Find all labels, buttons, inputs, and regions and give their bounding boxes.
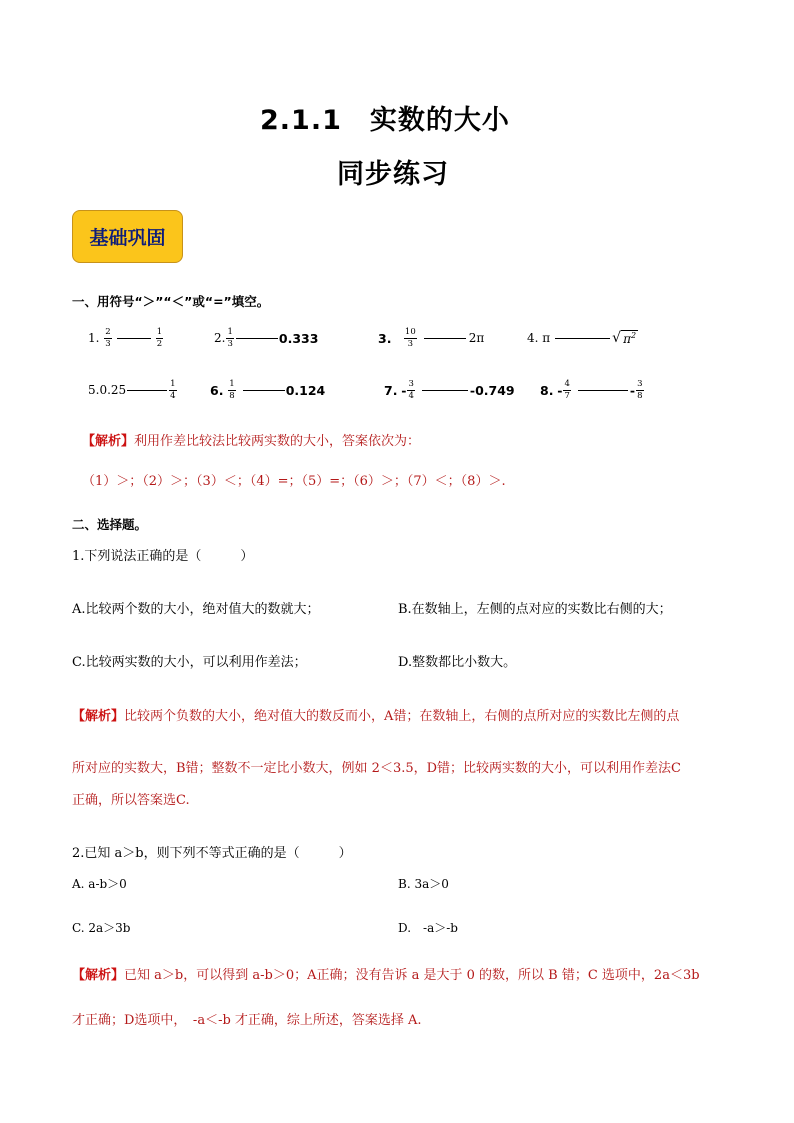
page-subtitle: 同步练习 (337, 159, 449, 190)
question-1-stem: 1.下列说法正确的是（ ） (72, 549, 254, 564)
analysis-text: 比较两个负数的大小，绝对值大的数反而小，A错；在数轴上，右侧的点所对应的实数比左侧的点 (124, 709, 680, 724)
q1-option-b[interactable]: B.在数轴上，左侧的点对应的实数比右侧的大； (398, 602, 672, 617)
q2-analysis-line1 (72, 964, 700, 983)
q2-analysis-line2: 才正确；D选项中， -a＜-b 才正确，综上所述，答案选择 A. (72, 1013, 422, 1028)
fill-item-2 (214, 322, 318, 354)
question-2-stem: 2.已知 a＞b，则下列不等式正确的是（ ） (72, 846, 352, 861)
answer-blank[interactable] (555, 337, 610, 339)
q2-option-b[interactable]: B. 3a＞0 (398, 877, 449, 891)
answer-blank[interactable] (424, 337, 466, 339)
q1-option-c[interactable]: C.比较两实数的大小，可以利用作差法； (72, 655, 307, 670)
item-number: 7. (384, 382, 398, 398)
answer-blank[interactable] (243, 389, 285, 391)
fraction: $\frac{10}{3}$ (404, 327, 416, 349)
item-number: 2. (214, 331, 226, 345)
analysis-tag: 【解析】 (72, 709, 125, 724)
fraction: $\frac{3}{4}$ (408, 379, 414, 401)
sign: - (629, 382, 636, 398)
answer-blank[interactable] (578, 389, 628, 391)
analysis-tag: 【解析】 (72, 968, 125, 983)
item-number: 5. (88, 383, 100, 397)
item-number: 8. (540, 382, 554, 398)
q1-analysis-line1 (72, 705, 679, 724)
q2-option-c[interactable]: C. 2a＞3b (72, 921, 131, 935)
compare-value: π (542, 331, 551, 345)
compare-value: 0.25 (99, 383, 127, 397)
item-number: 4. (527, 331, 539, 345)
item-number: 6. (210, 382, 224, 398)
analysis-text: 利用作差比较法比较两实数的大小，答案依次为： (134, 434, 421, 449)
analysis-tag: 【解析】 (82, 434, 135, 449)
fraction: $\frac{2}{3}$ (105, 327, 111, 349)
fraction: $\frac{1}{3}$ (227, 327, 233, 349)
item-number: 3. (378, 330, 392, 346)
fraction: $\frac{1}{2}$ (156, 327, 163, 349)
fraction: $\frac{3}{8}$ (637, 379, 643, 401)
answer-blank[interactable] (236, 337, 278, 339)
fill-item-4 (527, 322, 638, 354)
analysis-text: 已知 a＞b，可以得到 a-b＞0；A正确；没有告诉 a 是大于 0 的数，所以 B 错；C 选项中，2a＜3b (124, 968, 700, 983)
compare-value: -0.749 (469, 382, 515, 398)
badge-label: 基础巩固 (89, 227, 166, 249)
answer-blank[interactable] (422, 389, 468, 391)
compare-value: 0.124 (285, 382, 326, 398)
fill-item-7 (384, 374, 515, 406)
q1-option-d[interactable]: D.整数都比小数大。 (398, 655, 517, 670)
section-badge (72, 210, 183, 263)
q1-analysis-line3: 正确，所以答案选C. (72, 793, 190, 808)
fill-item-5 (88, 374, 178, 406)
page-title: 2.1.1 实数的大小 (260, 105, 510, 136)
section1-heading: 一、用符号“＞”“＜”或“=”填空。 (72, 294, 270, 309)
q1-option-a[interactable]: A.比较两个数的大小，绝对值大的数就大； (72, 602, 320, 617)
fill-item-6 (210, 374, 325, 406)
fraction: $\frac{4}{7}$ (564, 379, 570, 401)
q2-option-d[interactable]: D. -a＞-b (398, 921, 458, 935)
answer-blank[interactable] (117, 337, 151, 339)
fraction: $\frac{1}{4}$ (170, 379, 176, 401)
analysis-1 (82, 430, 420, 449)
sqrt-expression: √ $\pi^2$ (612, 330, 637, 346)
sign: - (401, 382, 407, 398)
fraction: $\frac{1}{8}$ (229, 379, 235, 401)
q1-analysis-line2: 所对应的实数大，B错；整数不一定比小数大，例如 2＜3.5，D错；比较两实数的大小，可以利用作差法C (72, 761, 682, 776)
answer-blank[interactable] (127, 389, 167, 391)
answers-line: （1）＞；（2）＞；（3）＜；（4）=；（5）=；（6）＞；（7）＜；（8）＞. (82, 474, 506, 489)
fill-item-1 (88, 322, 164, 354)
section2-heading: 二、选择题。 (72, 517, 148, 532)
item-number: 1. (88, 331, 100, 345)
compare-value: 0.333 (278, 330, 319, 346)
fill-item-8 (540, 374, 645, 406)
fill-item-3 (378, 322, 484, 354)
q2-option-a[interactable]: A. a-b＞0 (72, 877, 127, 891)
compare-value: 2π (468, 331, 485, 345)
sign: - (557, 382, 563, 398)
